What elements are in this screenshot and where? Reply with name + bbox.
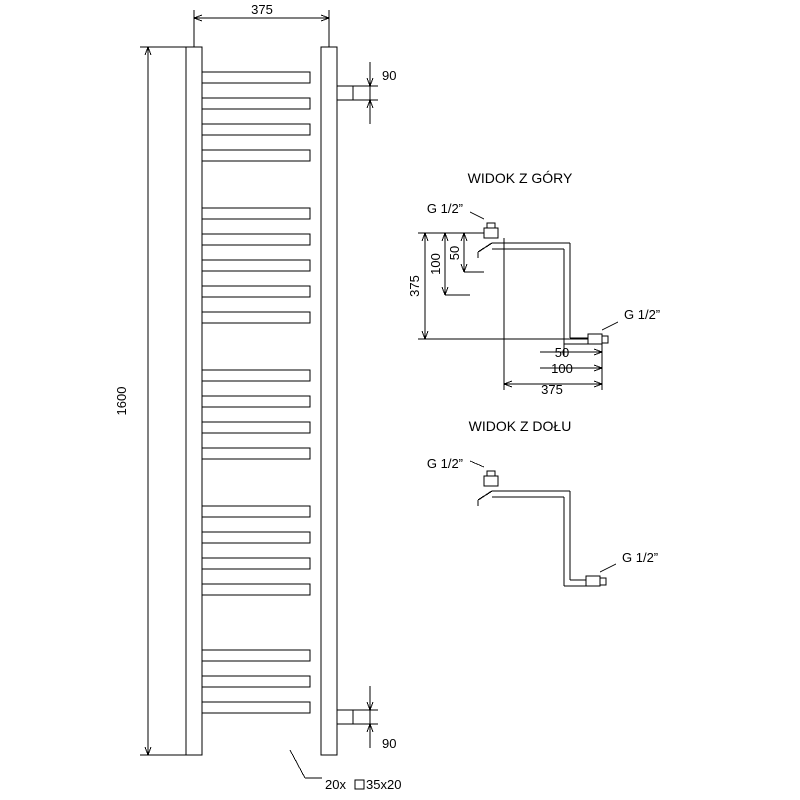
right-post [321,47,337,755]
left-post [186,47,202,755]
rail [202,124,310,135]
rail [202,650,310,661]
rail [202,286,310,297]
dim-bottom-90 [353,686,378,748]
rail [202,422,310,433]
top-view-dim-100-horizontal: 100 [551,361,573,376]
rail [202,98,310,109]
top-view-dim-100-vertical: 100 [428,253,443,275]
rail-note-leader [290,750,322,778]
rail-group [202,72,310,713]
bottom-view-pipe [478,491,586,586]
bottom-view-title: WIDOK Z DOŁU [468,418,572,434]
top-view-right-connector-label: G 1/2” [624,307,661,322]
front-bottom-bracket-label: 90 [382,736,397,751]
rail [202,396,310,407]
bottom-view-left-connector [484,471,498,486]
bottom-view-right-connector-label: G 1/2” [622,550,659,565]
rail [202,72,310,83]
top-view-dim-50-horizontal: 50 [554,345,570,360]
rail [202,150,310,161]
top-view-left-connector-label: G 1/2” [426,201,463,216]
bottom-view-left-connector-label: G 1/2” [426,456,463,471]
bottom-view-right-connector [586,576,606,586]
square-profile-icon [355,780,364,789]
rail [202,702,310,713]
top-view-right-connector [588,334,608,344]
dim-top-90 [353,62,378,124]
dim-top-100-vertical [442,233,470,295]
rail [202,676,310,687]
rail-note-count: 20x [325,777,346,792]
top-view [418,212,618,390]
rail [202,558,310,569]
rail-note-profile: 35x20 [366,777,402,792]
front-top-bracket-label: 90 [382,68,397,83]
dim-top-50-vertical [461,233,484,272]
top-view-pipe [478,243,588,338]
top-view-dim-375-horizontal: 375 [541,382,563,397]
rail [202,370,310,381]
dim-top-50-horizontal [540,344,602,356]
bottom-view [470,461,616,586]
rail [202,208,310,219]
top-view-dim-50-vertical: 50 [447,245,462,261]
front-height-label: 1600 [114,386,129,416]
dim-height-1600 [140,47,186,755]
front-view [140,10,378,789]
top-bracket [337,86,353,100]
rail [202,506,310,517]
top-view-left-connector [484,223,498,238]
rail [202,532,310,543]
rail [202,584,310,595]
rail [202,448,310,459]
top-view-title: WIDOK Z GÓRY [467,170,573,186]
rail [202,260,310,271]
front-width-label: 375 [251,2,273,17]
top-view-dim-375-vertical: 375 [407,275,422,297]
rail [202,234,310,245]
bottom-bracket [337,710,353,724]
rail [202,312,310,323]
